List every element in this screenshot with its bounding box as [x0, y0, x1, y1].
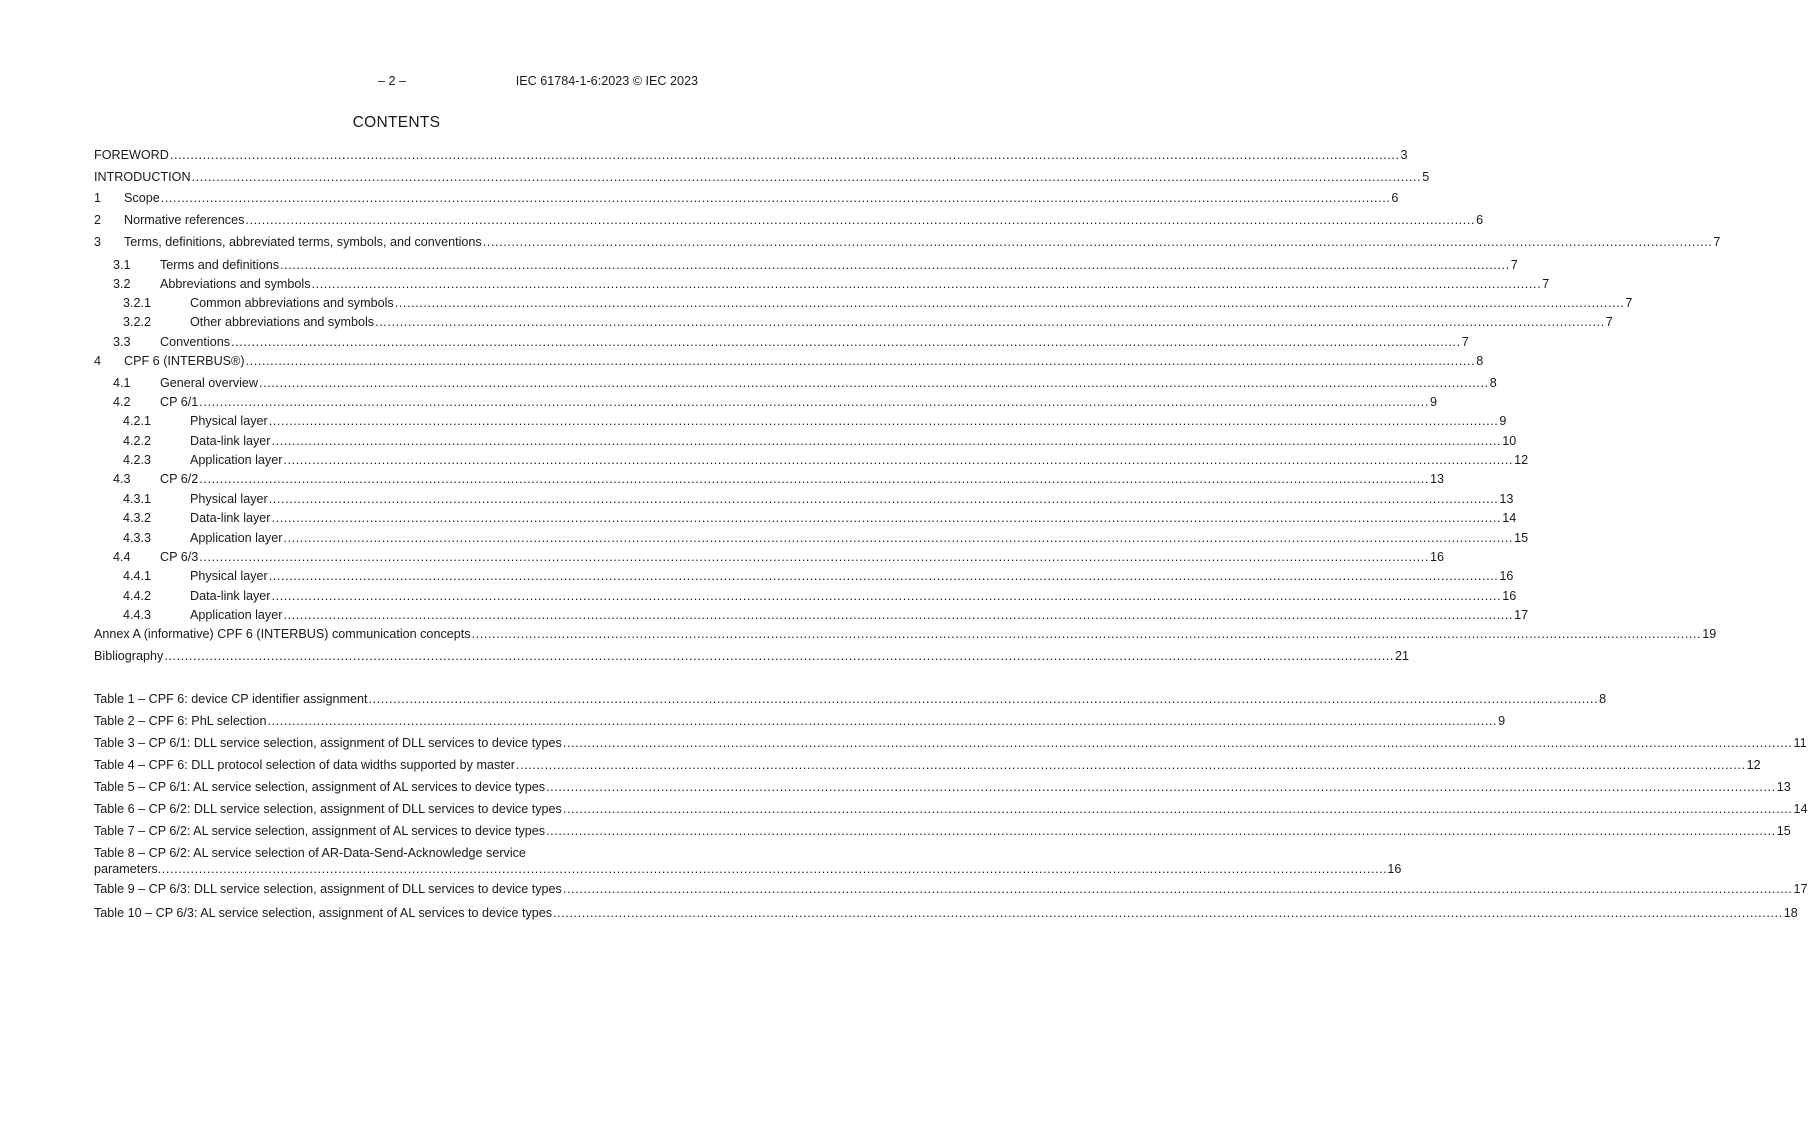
dot-leader: ............................................................................................................................................................................................................................................................................................................	[268, 569, 1499, 583]
toc-entry-title: General overview	[160, 376, 258, 390]
table-entry-page: 18	[1783, 906, 1798, 920]
toc-entry[interactable]	[94, 212, 1484, 228]
dot-leader: ............................................................................................................................................................................................................................................................................................................	[199, 472, 1429, 486]
table-entry-page: 14	[1793, 802, 1808, 816]
table-entry-title: Table 3 – CP 6/1: DLL service selection, assignment of DLL services to device types	[94, 736, 562, 750]
toc-entry-page: 9	[1499, 414, 1507, 428]
toc-entry-title: Annex A (informative) CPF 6 (INTERBUS) communication concepts	[94, 627, 471, 641]
toc-entry-title: Abbreviations and symbols	[160, 277, 311, 291]
toc-entry[interactable]	[94, 452, 1529, 468]
table-entry-title-continued: parameters	[94, 862, 158, 876]
table-entry-title: Table 2 – CPF 6: PhL selection	[94, 714, 267, 728]
toc-entry-number: 2	[94, 213, 102, 227]
toc-entry-number: 4.1	[113, 376, 131, 390]
dot-leader: ............................................................................................................................................................................................................................................................................................................	[160, 191, 1391, 205]
toc-entry-number: 4.2	[113, 395, 131, 409]
toc-entry-page: 13	[1499, 492, 1514, 506]
dot-leader: ............................................................................................................................................................................................................................................................................................................	[553, 906, 1783, 920]
toc-entry-number: 4.4.3	[123, 608, 152, 622]
toc-entry[interactable]	[94, 530, 1529, 546]
dot-leader: ............................................................................................................................................................................................................................................................................................................	[283, 608, 1514, 622]
toc-entry[interactable]	[94, 353, 1484, 369]
dot-leader: ............................................................................................................................................................................................................................................................................................................	[280, 258, 1510, 272]
toc-entry-title: Physical layer	[190, 492, 268, 506]
toc-entry-page: 5	[1422, 170, 1430, 184]
dot-leader: ............................................................................................................................................................................................................................................................................................................	[311, 277, 1542, 291]
table-entry-title: Table 7 – CP 6/2: AL service selection, assignment of AL services to device types	[94, 824, 546, 838]
toc-entry-page: 7	[1542, 277, 1550, 291]
table-entry-title: Table 4 – CPF 6: DLL protocol selection of data widths supported by master	[94, 758, 515, 772]
toc-entry-title: FOREWORD	[94, 148, 169, 162]
toc-entry-page: 6	[1476, 213, 1484, 227]
toc-entry-title: Terms, definitions, abbreviated terms, symbols, and conventions	[124, 235, 482, 249]
toc-entry-page: 10	[1502, 434, 1517, 448]
toc-entry-page: 19	[1702, 627, 1717, 641]
toc-entry[interactable]	[94, 491, 1514, 507]
toc-entry[interactable]	[94, 510, 1517, 526]
toc-entry-number: 3.3	[113, 335, 131, 349]
toc-entry[interactable]	[94, 314, 1613, 330]
toc-entry-number: 4	[94, 354, 102, 368]
table-entry-title: Table 8 – CP 6/2: AL service selection of AR-Data-Send-Acknowledge service	[94, 846, 526, 860]
toc-entry[interactable]	[94, 549, 1444, 565]
toc-entry-number: 3	[94, 235, 102, 249]
dot-leader: ............................................................................................................................................................................................................................................................................................................	[271, 589, 1502, 603]
toc-entry-title: CP 6/2	[160, 472, 199, 486]
table-list-entry[interactable]	[94, 691, 1607, 707]
toc-entry-page: 7	[1713, 235, 1721, 249]
toc-entry-page: 8	[1476, 354, 1484, 368]
table-list-entry[interactable]	[94, 905, 1798, 921]
table-entry-title: Table 6 – CP 6/2: DLL service selection, assignment of DLL services to device types	[94, 802, 562, 816]
dot-leader: ............................................................................................................................................................................................................................................................................................................	[191, 170, 1422, 184]
dot-leader: ............................................................................................................................................................................................................................................................................................................	[546, 824, 1776, 838]
page-title: CONTENTS	[352, 114, 441, 131]
document-copyright: IEC 61784-1-6:2023 © IEC 2023	[515, 74, 698, 88]
toc-entry[interactable]	[94, 413, 1507, 429]
page-header	[94, 74, 698, 94]
toc-entry-page: 3	[1400, 148, 1408, 162]
dot-leader: ............................................................................................................................................................................................................................................................................................................	[546, 780, 1776, 794]
dot-leader: ............................................................................................................................................................................................................................................................................................................	[283, 531, 1514, 545]
toc-entry-title: CP 6/3	[160, 550, 199, 564]
toc-entry-title: CPF 6 (INTERBUS®)	[124, 354, 245, 368]
toc-entry-number: 4.2.3	[123, 453, 152, 467]
toc-entry-title: Physical layer	[190, 414, 268, 428]
dot-leader: ............................................................................................................................................................................................................................................................................................................	[375, 315, 1605, 329]
toc-entry-page: 16	[1502, 589, 1517, 603]
toc-entry-title: Application layer	[190, 608, 283, 622]
dot-leader: ............................................................................................................................................................................................................................................................................................................	[562, 802, 1793, 816]
toc-entry[interactable]	[94, 375, 1497, 391]
toc-entry-page: 7	[1510, 258, 1518, 272]
toc-entry-number: 4.3.1	[123, 492, 152, 506]
toc-entry[interactable]	[94, 190, 1399, 206]
dot-leader: ............................................................................................................................................................................................................................................................................................................	[157, 862, 1388, 876]
toc-entry[interactable]	[94, 648, 1410, 664]
toc-entry[interactable]	[94, 147, 1408, 163]
table-entry-page: 13	[1776, 780, 1791, 794]
dot-leader: ............................................................................................................................................................................................................................................................................................................	[245, 213, 1476, 227]
toc-entry[interactable]	[94, 276, 1550, 292]
toc-entry-number: 3.1	[113, 258, 131, 272]
table-list-entry[interactable]	[94, 779, 1791, 795]
toc-entry-title: Bibliography	[94, 649, 164, 663]
table-entry-title: Table 1 – CPF 6: device CP identifier assignment	[94, 692, 368, 706]
toc-entry-page: 15	[1514, 531, 1529, 545]
toc-entry[interactable]	[94, 626, 1717, 642]
toc-entry-title: Other abbreviations and symbols	[190, 315, 375, 329]
table-entry-page: 8	[1599, 692, 1607, 706]
table-entry-page: 17	[1793, 882, 1808, 896]
toc-entry-page: 6	[1391, 191, 1399, 205]
dot-leader: ............................................................................................................................................................................................................................................................................................................	[164, 649, 1394, 663]
toc-entry-title: INTRODUCTION	[94, 170, 191, 184]
toc-entry-number: 1	[94, 191, 102, 205]
table-list-entry[interactable]	[94, 757, 1761, 773]
toc-entry-number: 4.4.2	[123, 589, 152, 603]
dot-leader: ............................................................................................................................................................................................................................................................................................................	[245, 354, 1476, 368]
table-entry-page: 16	[1387, 862, 1402, 876]
toc-entry[interactable]	[94, 607, 1529, 623]
toc-entry-title: Application layer	[190, 531, 283, 545]
toc-entry-page: 14	[1502, 511, 1517, 525]
dot-leader: ............................................................................................................................................................................................................................................................................................................	[267, 714, 1498, 728]
table-entry-title: Table 5 – CP 6/1: AL service selection, assignment of AL services to device types	[94, 780, 546, 794]
toc-entry-page: 16	[1429, 550, 1444, 564]
toc-entry-title: Terms and definitions	[160, 258, 280, 272]
dot-leader: ............................................................................................................................................................................................................................................................................................................	[562, 736, 1793, 750]
table-list-entry[interactable]	[94, 713, 1506, 729]
toc-entry-page: 12	[1514, 453, 1529, 467]
toc-entry[interactable]	[94, 394, 1437, 410]
toc-entry[interactable]	[94, 568, 1514, 584]
table-entry-title: Table 9 – CP 6/3: DLL service selection, assignment of DLL services to device types	[94, 882, 562, 896]
toc-entry[interactable]	[94, 234, 1721, 250]
table-list-entry[interactable]	[94, 845, 1402, 877]
table-entry-title: Table 10 – CP 6/3: AL service selection, assignment of AL services to device types	[94, 906, 553, 920]
dot-leader: ............................................................................................................................................................................................................................................................................................................	[471, 627, 1702, 641]
page-number: – 2 –	[378, 74, 407, 88]
toc-entry[interactable]	[94, 169, 1430, 185]
toc-entry-number: 3.2.2	[123, 315, 152, 329]
toc-entry-page: 7	[1605, 315, 1613, 329]
toc-entry-number: 4.2.1	[123, 414, 152, 428]
toc-entry-page: 7	[1461, 335, 1469, 349]
toc-entry[interactable]	[94, 295, 1633, 311]
dot-leader: ............................................................................................................................................................................................................................................................................................................	[515, 758, 1746, 772]
table-list-entry[interactable]	[94, 823, 1791, 839]
toc-entry-title: Data-link layer	[190, 434, 271, 448]
toc-entry-number: 4.4	[113, 550, 131, 564]
toc-entry-title: Scope	[124, 191, 160, 205]
table-entry-page: 15	[1776, 824, 1791, 838]
dot-leader: ............................................................................................................................................................................................................................................................................................................	[368, 692, 1599, 706]
dot-leader: ............................................................................................................................................................................................................................................................................................................	[482, 235, 1713, 249]
toc-entry-number: 3.2	[113, 277, 131, 291]
dot-leader: ............................................................................................................................................................................................................................................................................................................	[169, 148, 1400, 162]
toc-entry[interactable]	[94, 588, 1517, 604]
toc-entry[interactable]	[94, 334, 1469, 350]
table-list-entry[interactable]	[94, 881, 1808, 897]
toc-entry-title: Common abbreviations and symbols	[190, 296, 394, 310]
toc-entry-title: Physical layer	[190, 569, 268, 583]
toc-entry-number: 4.3	[113, 472, 131, 486]
toc-entry-title: Conventions	[160, 335, 231, 349]
toc-entry-page: 8	[1489, 376, 1497, 390]
table-entry-page: 12	[1746, 758, 1761, 772]
toc-entry-number: 3.2.1	[123, 296, 152, 310]
toc-entry-number: 4.3.2	[123, 511, 152, 525]
dot-leader: ............................................................................................................................................................................................................................................................................................................	[271, 511, 1502, 525]
toc-entry-title: Data-link layer	[190, 511, 271, 525]
dot-leader: ............................................................................................................................................................................................................................................................................................................	[271, 434, 1502, 448]
toc-entry-title: Normative references	[124, 213, 245, 227]
toc-entry-number: 4.3.3	[123, 531, 152, 545]
toc-entry-title: Data-link layer	[190, 589, 271, 603]
toc-entry-page: 9	[1429, 395, 1437, 409]
toc-entry-title: Application layer	[190, 453, 283, 467]
toc-entry-number: 4.2.2	[123, 434, 152, 448]
table-list-entry[interactable]	[94, 735, 1807, 751]
dot-leader: ............................................................................................................................................................................................................................................................................................................	[231, 335, 1461, 349]
toc-entry-title: CP 6/1	[160, 395, 199, 409]
dot-leader: ............................................................................................................................................................................................................................................................................................................	[562, 882, 1793, 896]
table-entry-page: 9	[1498, 714, 1506, 728]
dot-leader: ............................................................................................................................................................................................................................................................................................................	[268, 414, 1499, 428]
dot-leader: ............................................................................................................................................................................................................................................................................................................	[268, 492, 1499, 506]
toc-entry[interactable]	[94, 471, 1444, 487]
toc-entry-page: 21	[1395, 649, 1410, 663]
toc-entry-page: 7	[1625, 296, 1633, 310]
toc-entry-page: 13	[1429, 472, 1444, 486]
toc-entry-page: 16	[1499, 569, 1514, 583]
dot-leader: ............................................................................................................................................................................................................................................................................................................	[283, 453, 1514, 467]
dot-leader: ............................................................................................................................................................................................................................................................................................................	[394, 296, 1625, 310]
table-list-entry[interactable]	[94, 801, 1808, 817]
toc-entry[interactable]	[94, 433, 1517, 449]
table-entry-page: 11	[1793, 736, 1807, 750]
dot-leader: ............................................................................................................................................................................................................................................................................................................	[259, 376, 1489, 390]
toc-entry-page: 17	[1514, 608, 1529, 622]
toc-entry-number: 4.4.1	[123, 569, 152, 583]
toc-entry[interactable]	[94, 257, 1518, 273]
dot-leader: ............................................................................................................................................................................................................................................................................................................	[199, 550, 1429, 564]
dot-leader: ............................................................................................................................................................................................................................................................................................................	[199, 395, 1429, 409]
